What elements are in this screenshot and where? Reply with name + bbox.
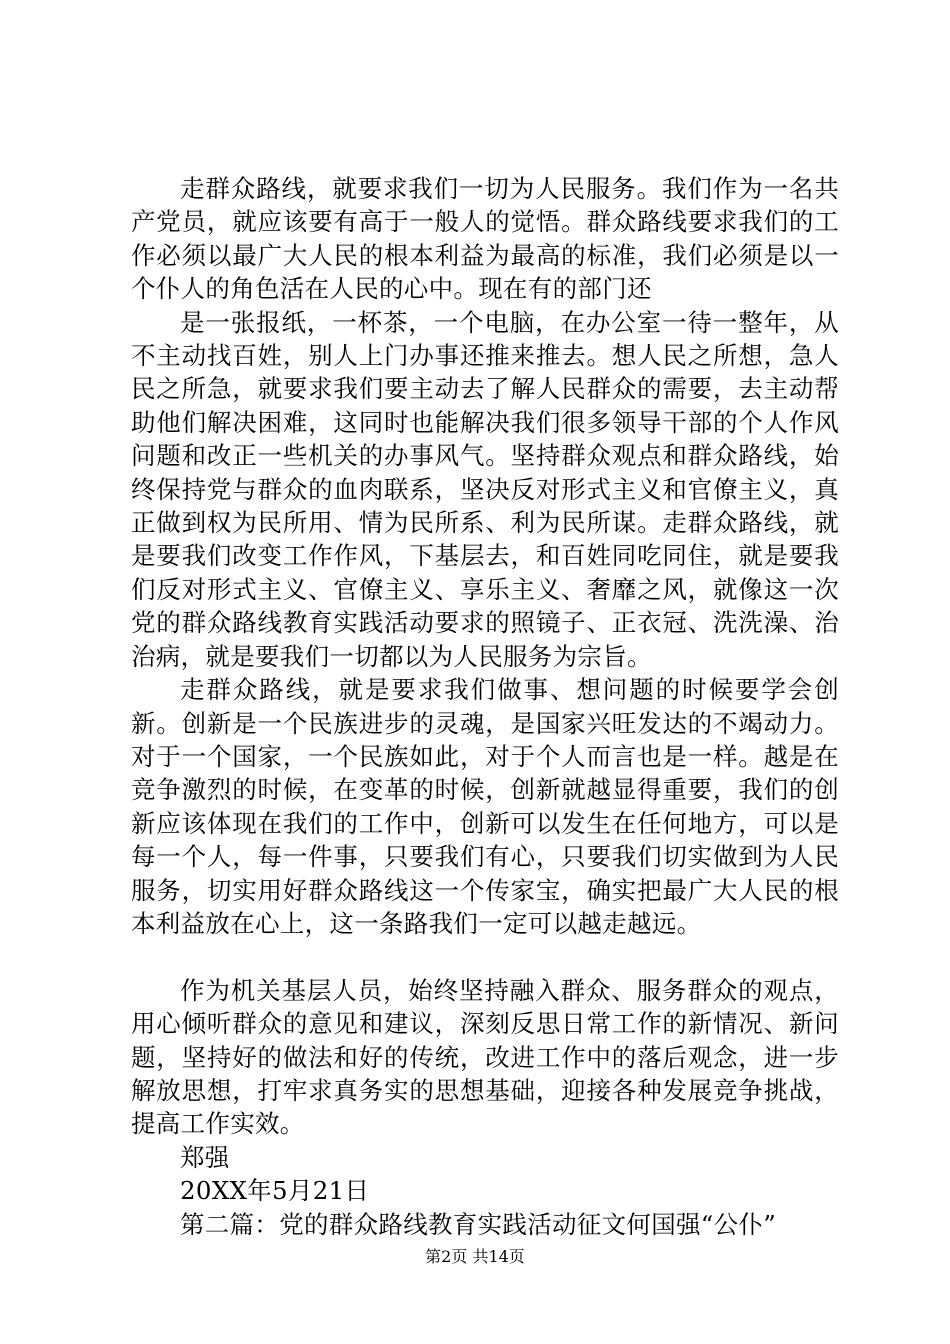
signature: 郑强 [180, 1142, 230, 1172]
document-body [131, 172, 839, 1241]
paragraph-2: 是一张报纸，一杯茶，一个电脑，在办公室一待一整年，从不主动找百姓，别人上门办事还推来推去。想人民之所想，急人民之所急，就要求我们要主动去了解人民群众的需要，去主动帮助他们解决困难，这同时也能解决我们很多领导干部的个人作风问题和改正一些机关的办事风气。坚持群众观点和群众路线，始终保持党与群众的血肉联系，坚决反对形式主义和官僚主义，真正做到权为民所用、情为民所系、利为民所谋。走群众路线，就是要我们改变工作作风，下基层去，和百姓同吃同住，就是要我们反对形式主义、官僚主义、享乐主义、奢靡之风，就像这一次党的群众路线教育实践活动要求的照镜子、正衣冠、洗洗澡、治治病，就是要我们一切都以为人民服务为宗旨。 [131, 307, 839, 671]
paragraph-1: 走群众路线，就要求我们一切为人民服务。我们作为一名共产党员，就应该要有高于一般人的觉悟。群众路线要求我们的工作必须以最广大人民的根本利益为最高的标准，我们必须是以一个仆人的角色活在人民的心中。现在有的部门还 [131, 174, 839, 304]
page-footer: 第2页 共14页 [425, 1247, 525, 1266]
date: 20XX年5月21日 [180, 1176, 370, 1206]
paragraph-4: 作为机关基层人员，始终坚持融入群众、服务群众的观点，用心倾听群众的意见和建议，深刻反思日常工作的新情况、新问题，坚持好的做法和好的传统，改进工作中的落后观念，进一步解放思想，打牢求真务实的思想基础，迎接各种发展竞争挑战，提高工作实效。 [131, 975, 839, 1139]
next-section-title: 第二篇：党的群众路线教育实践活动征文何国强“公仆” [180, 1209, 777, 1239]
paragraph-3: 走群众路线，就是要求我们做事、想问题的时候要学会创新。创新是一个民族进步的灵魂，是国家兴旺发达的不竭动力。对于一个国家，一个民族如此，对于个人而言也是一样。越是在竞争激烈的时候，在变革的时候，创新就越显得重要，我们的创新应该体现在我们的工作中，创新可以发生在任何地方，可以是每一个人，每一件事，只要我们有心，只要我们切实做到为人民服务，切实用好群众路线这一个传家宝，确实把最广大人民的根本利益放在心上，这一条路我们一定可以越走越远。 [131, 675, 839, 938]
